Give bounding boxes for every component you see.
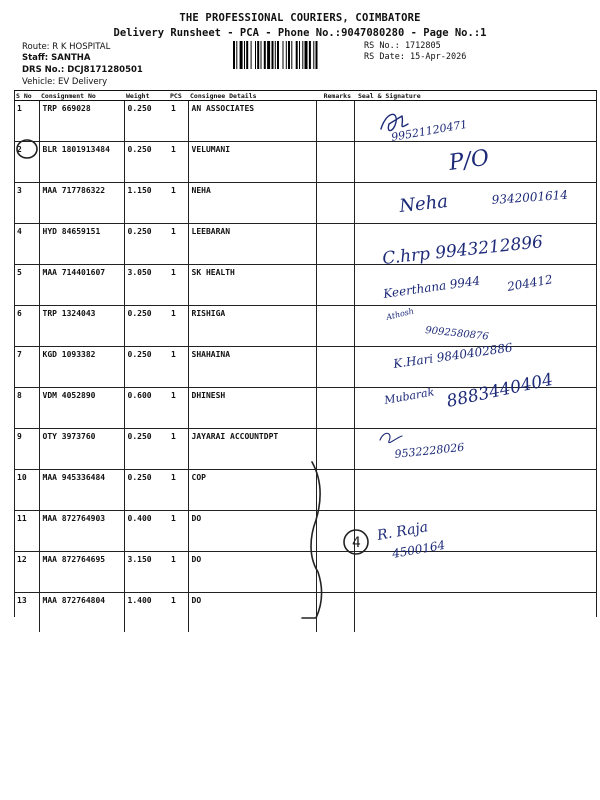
cell-pcs: 1	[168, 142, 188, 183]
cell-consignee: SK HEALTH	[188, 265, 316, 306]
cell-consignment: KGD 1093382	[39, 347, 124, 388]
table-row	[14, 429, 597, 470]
cell-consignee: DO	[188, 552, 316, 593]
table-row	[14, 347, 597, 388]
row9-phone: 9532228026	[393, 440, 465, 461]
cell-remarks	[316, 142, 354, 183]
cell-pcs: 1	[168, 347, 188, 388]
table-row	[14, 593, 597, 633]
cell-weight: 3.150	[124, 552, 168, 593]
cell-weight: 0.250	[124, 347, 168, 388]
cell-remarks	[316, 593, 354, 633]
cell-seal-signature	[354, 388, 597, 429]
cell-pcs: 1	[168, 224, 188, 265]
company-title: THE PROFESSIONAL COURIERS, COIMBATORE	[179, 12, 421, 24]
row6-phone: 9092580876	[424, 325, 490, 343]
cell-consignment: TRP 669028	[39, 101, 124, 142]
cell-seal-signature	[354, 142, 597, 183]
cell-remarks	[316, 511, 354, 552]
cell-seal-signature	[354, 511, 597, 552]
row11-name: R. Raja	[375, 519, 430, 544]
cell-pcs: 1	[171, 596, 176, 605]
cell-weight: 0.250	[124, 101, 168, 142]
col-consignee: Consignee Details	[188, 91, 316, 101]
cell-sno: 2	[14, 142, 39, 183]
cell-consignee: LEEBARAN	[188, 224, 316, 265]
cell-sno: 8	[14, 388, 39, 429]
col-pcs: PCS	[168, 91, 188, 101]
col-consignment: Consignment No	[39, 91, 124, 101]
cell-sno: 1	[14, 101, 39, 142]
cell-consignment: MAA 714401607	[39, 265, 124, 306]
row5-signature: C.hrp 9943212896	[381, 232, 544, 269]
cell-sno: 3	[14, 183, 39, 224]
table-row	[14, 142, 597, 183]
cell-consignee: AN ASSOCIATES	[188, 101, 316, 142]
cell-pcs: 1	[168, 101, 188, 142]
rs-info	[364, 41, 466, 63]
cell-seal-signature	[354, 101, 597, 142]
table-row	[14, 265, 597, 306]
cell-pcs: 1	[168, 429, 188, 470]
cell-pcs: 1	[168, 388, 188, 429]
cell-weight: 3.050	[124, 265, 168, 306]
cell-remarks	[316, 183, 354, 224]
cell-weight: 1.400	[124, 593, 168, 633]
row8-phone: 8883440404	[444, 369, 555, 412]
runsheet-table	[14, 90, 597, 632]
cell-consignment: BLR 1801913484	[39, 142, 124, 183]
cell-weight: 0.600	[124, 388, 168, 429]
cell-consignment: MAA 945336484	[39, 470, 124, 511]
cell-consignment: MAA 872764903	[39, 511, 124, 552]
cell-pcs: 1	[168, 306, 188, 347]
cell-pcs: 1	[168, 470, 188, 511]
cell-seal-signature	[354, 429, 597, 470]
cell-consignment: VDM 4052890	[39, 388, 124, 429]
cell-weight: 0.250	[124, 224, 168, 265]
cell-weight: 0.250	[124, 429, 168, 470]
cell-weight: 0.250	[124, 142, 168, 183]
cell-consignment: MAA 872764695	[39, 552, 124, 593]
cell-sno: 5	[14, 265, 39, 306]
cell-sno: 4	[14, 224, 39, 265]
table-row	[14, 470, 597, 511]
cell-seal-signature	[354, 470, 597, 511]
table-row	[14, 101, 597, 142]
staff-label: Staff: SANTHA	[22, 53, 91, 63]
cell-consignee: RISHIGA	[188, 306, 316, 347]
cell-consignment: OTY 3973760	[39, 429, 124, 470]
table-row	[14, 388, 597, 429]
cell-pcs: 1	[168, 265, 188, 306]
cell-consignment: MAA 872764804	[39, 593, 124, 633]
table-header	[14, 91, 597, 101]
cell-remarks	[316, 429, 354, 470]
cell-remarks	[316, 265, 354, 306]
table-row	[14, 552, 597, 593]
col-weight: Weight	[124, 91, 168, 101]
cell-seal-signature	[354, 306, 597, 347]
cell-weight: 0.250	[124, 306, 168, 347]
cell-remarks	[316, 224, 354, 265]
cell-weight: 1.150	[124, 183, 168, 224]
cell-consignee: DO	[188, 511, 316, 552]
row6-signer: Athosh	[385, 306, 415, 322]
cell-sno: 10	[14, 470, 39, 511]
cell-remarks	[316, 470, 354, 511]
row11-number: 4500164	[391, 537, 447, 561]
cell-consignee: JAYARAI ACCOUNTDPT	[188, 429, 316, 470]
cell-sno: 6	[14, 306, 39, 347]
runsheet-title: Delivery Runsheet - PCA - Phone No.:9047080280 - Page No.:1	[113, 27, 487, 39]
row3-name: Neha	[398, 190, 449, 217]
rs-number: RS No.: 1712805	[364, 41, 441, 51]
cell-seal-signature	[354, 552, 597, 593]
table-row	[14, 224, 597, 265]
col-sno: S No	[14, 91, 39, 101]
cell-consignee: SHAHAINA	[188, 347, 316, 388]
row3-phone: 9342001614	[491, 187, 569, 207]
cell-consignment: TRP 1324043	[39, 306, 124, 347]
cell-consignment: HYD 84659151	[39, 224, 124, 265]
row7-signature: K.Hari 9840402886	[392, 340, 514, 371]
cell-consignee: COP	[188, 470, 316, 511]
cell-pcs: 1	[168, 552, 188, 593]
cell-consignee: NEHA	[188, 183, 316, 224]
table-row	[14, 306, 597, 347]
drs-number: DRS No.: DCJ8171280501	[22, 65, 143, 75]
cell-remarks	[316, 101, 354, 142]
cell-pcs: 1	[168, 511, 188, 552]
cell-consignee: VELUMANI	[188, 142, 316, 183]
cell-sno: 9	[14, 429, 39, 470]
row6-number: 204412	[506, 272, 554, 294]
table-row	[14, 183, 597, 224]
cell-sno: 12	[14, 552, 39, 593]
route-label: Route: R K HOSPITAL	[22, 42, 111, 52]
cell-remarks	[316, 306, 354, 347]
cell-remarks	[316, 347, 354, 388]
row8-name: Mubarak	[383, 385, 436, 407]
cell-sno: 7	[14, 347, 39, 388]
row6-name: Keerthana 9944	[382, 273, 481, 301]
cell-sno: 13	[17, 596, 27, 605]
cell-remarks	[316, 552, 354, 593]
cell-weight: 0.250	[124, 470, 168, 511]
row1-phone: 99521120471	[390, 117, 469, 144]
cell-consignee: DO	[188, 593, 316, 633]
cell-consignment: MAA 717786322	[39, 183, 124, 224]
vehicle-label: Vehicle: EV Delivery	[22, 77, 108, 87]
cell-sno: 11	[14, 511, 39, 552]
cell-seal-signature	[354, 183, 597, 224]
cell-consignee: DHINESH	[188, 388, 316, 429]
cell-seal-signature	[354, 224, 597, 265]
cell-weight: 0.400	[124, 511, 168, 552]
barcode	[232, 41, 356, 69]
cell-seal-signature	[354, 593, 597, 633]
circled-count: 4	[352, 535, 361, 551]
cell-seal-signature	[354, 265, 597, 306]
cell-seal-signature	[354, 347, 597, 388]
table-row	[14, 511, 597, 552]
cell-remarks	[316, 388, 354, 429]
rs-date: RS Date: 15-Apr-2026	[364, 52, 467, 62]
col-seal-signature: Seal & Signature	[354, 91, 597, 101]
col-remarks: Remarks	[316, 91, 354, 101]
row2-po-note: P/O	[447, 145, 491, 176]
cell-pcs: 1	[168, 183, 188, 224]
